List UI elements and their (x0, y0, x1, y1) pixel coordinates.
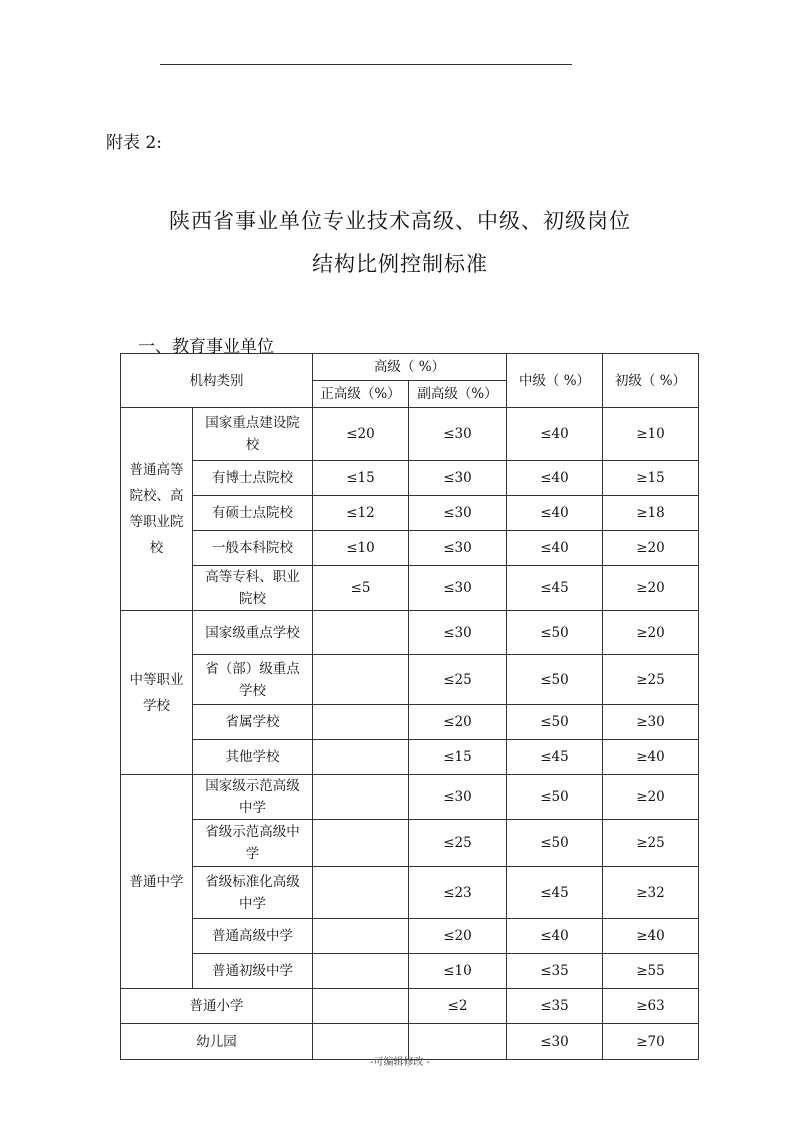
table-row (121, 775, 699, 820)
appendix-label: 附表 2: (106, 133, 162, 153)
table-row (121, 919, 699, 954)
group-label: 普通高等院校、高等职业院校 (121, 408, 193, 611)
table-row (121, 655, 699, 705)
intermediate-value: ≤50 (507, 820, 603, 867)
institution-type: 国家级重点学校 (193, 611, 313, 655)
table-row (121, 954, 699, 989)
senior-deputy-value: ≤30 (409, 566, 507, 611)
senior-deputy-value: ≤30 (409, 408, 507, 461)
junior-value: ≥20 (603, 775, 699, 820)
junior-value: ≥20 (603, 531, 699, 566)
junior-value: ≥25 (603, 820, 699, 867)
intermediate-value: ≤40 (507, 919, 603, 954)
junior-value: ≥20 (603, 566, 699, 611)
senior-full-value (313, 611, 409, 655)
institution-type: 高等专科、职业院校 (193, 566, 313, 611)
senior-deputy-value: ≤30 (409, 775, 507, 820)
header-senior: 高级（ %） (313, 354, 507, 381)
junior-value: ≥70 (603, 1024, 699, 1060)
junior-value: ≥15 (603, 461, 699, 496)
section-heading: 一、教育事业单位 (138, 337, 274, 357)
institution-type: 普通初级中学 (193, 954, 313, 989)
institution-type: 省属学校 (193, 705, 313, 740)
table-row (121, 867, 699, 919)
junior-value: ≥30 (603, 705, 699, 740)
senior-deputy-value: ≤10 (409, 954, 507, 989)
junior-value: ≥40 (603, 919, 699, 954)
ratio-table (120, 353, 699, 1060)
intermediate-value: ≤50 (507, 705, 603, 740)
senior-deputy-value: ≤20 (409, 919, 507, 954)
institution-type: 省（部）级重点学校 (193, 655, 313, 705)
senior-deputy-value: ≤30 (409, 611, 507, 655)
institution-type: 一般本科院校 (193, 531, 313, 566)
intermediate-value: ≤40 (507, 531, 603, 566)
document-title-line2: 结构比例控制标准 (312, 252, 488, 276)
group-label: 中等职业学校 (121, 611, 193, 775)
junior-value: ≥10 (603, 408, 699, 461)
table-row (121, 989, 699, 1024)
senior-deputy-value: ≤25 (409, 655, 507, 705)
institution-type: 普通小学 (121, 989, 313, 1024)
senior-full-value (313, 655, 409, 705)
header-intermediate: 中级（ %） (507, 354, 603, 408)
senior-deputy-value: ≤30 (409, 496, 507, 531)
institution-type: 省级示范高级中学 (193, 820, 313, 867)
intermediate-value: ≤40 (507, 408, 603, 461)
senior-full-value (313, 919, 409, 954)
institution-type: 有硕士点院校 (193, 496, 313, 531)
senior-full-value: ≤15 (313, 461, 409, 496)
senior-deputy-value: ≤20 (409, 705, 507, 740)
senior-full-value (313, 954, 409, 989)
institution-type: 其他学校 (193, 740, 313, 775)
senior-deputy-value: ≤30 (409, 461, 507, 496)
table-row (121, 740, 699, 775)
top-rule (160, 64, 572, 65)
senior-full-value (313, 820, 409, 867)
senior-deputy-value: ≤25 (409, 820, 507, 867)
junior-value: ≥18 (603, 496, 699, 531)
junior-value: ≥32 (603, 867, 699, 919)
institution-type: 普通高级中学 (193, 919, 313, 954)
senior-full-value: ≤5 (313, 566, 409, 611)
senior-deputy-value: ≤15 (409, 740, 507, 775)
senior-full-value (313, 705, 409, 740)
senior-full-value: ≤20 (313, 408, 409, 461)
junior-value: ≥20 (603, 611, 699, 655)
senior-full-value: ≤10 (313, 531, 409, 566)
intermediate-value: ≤45 (507, 867, 603, 919)
intermediate-value: ≤35 (507, 989, 603, 1024)
header-junior: 初级（ %） (603, 354, 699, 408)
senior-full-value: ≤12 (313, 496, 409, 531)
institution-type: 省级标准化高级中学 (193, 867, 313, 919)
table-row (121, 408, 699, 461)
page-footer: -可编辑修改 - (370, 1057, 430, 1068)
institution-type: 有博士点院校 (193, 461, 313, 496)
intermediate-value: ≤45 (507, 566, 603, 611)
institution-type: 国家重点建设院校 (193, 408, 313, 461)
group-label: 普通中学 (121, 775, 193, 989)
senior-deputy-value: ≤2 (409, 989, 507, 1024)
institution-type: 幼儿园 (121, 1024, 313, 1060)
document-title-line1: 陕西省事业单位专业技术高级、中级、初级岗位 (169, 209, 631, 233)
table-row (121, 461, 699, 496)
table-row (121, 496, 699, 531)
senior-deputy-value: ≤30 (409, 531, 507, 566)
intermediate-value: ≤35 (507, 954, 603, 989)
intermediate-value: ≤50 (507, 611, 603, 655)
senior-full-value (313, 740, 409, 775)
header-senior-full: 正高级（%） (313, 381, 409, 408)
senior-deputy-value: ≤23 (409, 867, 507, 919)
senior-full-value (313, 867, 409, 919)
institution-type: 国家级示范高级中学 (193, 775, 313, 820)
table-row (121, 820, 699, 867)
junior-value: ≥55 (603, 954, 699, 989)
intermediate-value: ≤50 (507, 775, 603, 820)
header-senior-deputy: 副高级（%） (409, 381, 507, 408)
intermediate-value: ≤40 (507, 496, 603, 531)
junior-value: ≥40 (603, 740, 699, 775)
table-row (121, 531, 699, 566)
intermediate-value: ≤50 (507, 655, 603, 705)
header-category: 机构类别 (121, 354, 313, 408)
junior-value: ≥25 (603, 655, 699, 705)
table-row (121, 705, 699, 740)
senior-full-value (313, 989, 409, 1024)
intermediate-value: ≤40 (507, 461, 603, 496)
senior-full-value (313, 775, 409, 820)
junior-value: ≥63 (603, 989, 699, 1024)
intermediate-value: ≤45 (507, 740, 603, 775)
table-row (121, 611, 699, 655)
table-row (121, 566, 699, 611)
intermediate-value: ≤30 (507, 1024, 603, 1060)
